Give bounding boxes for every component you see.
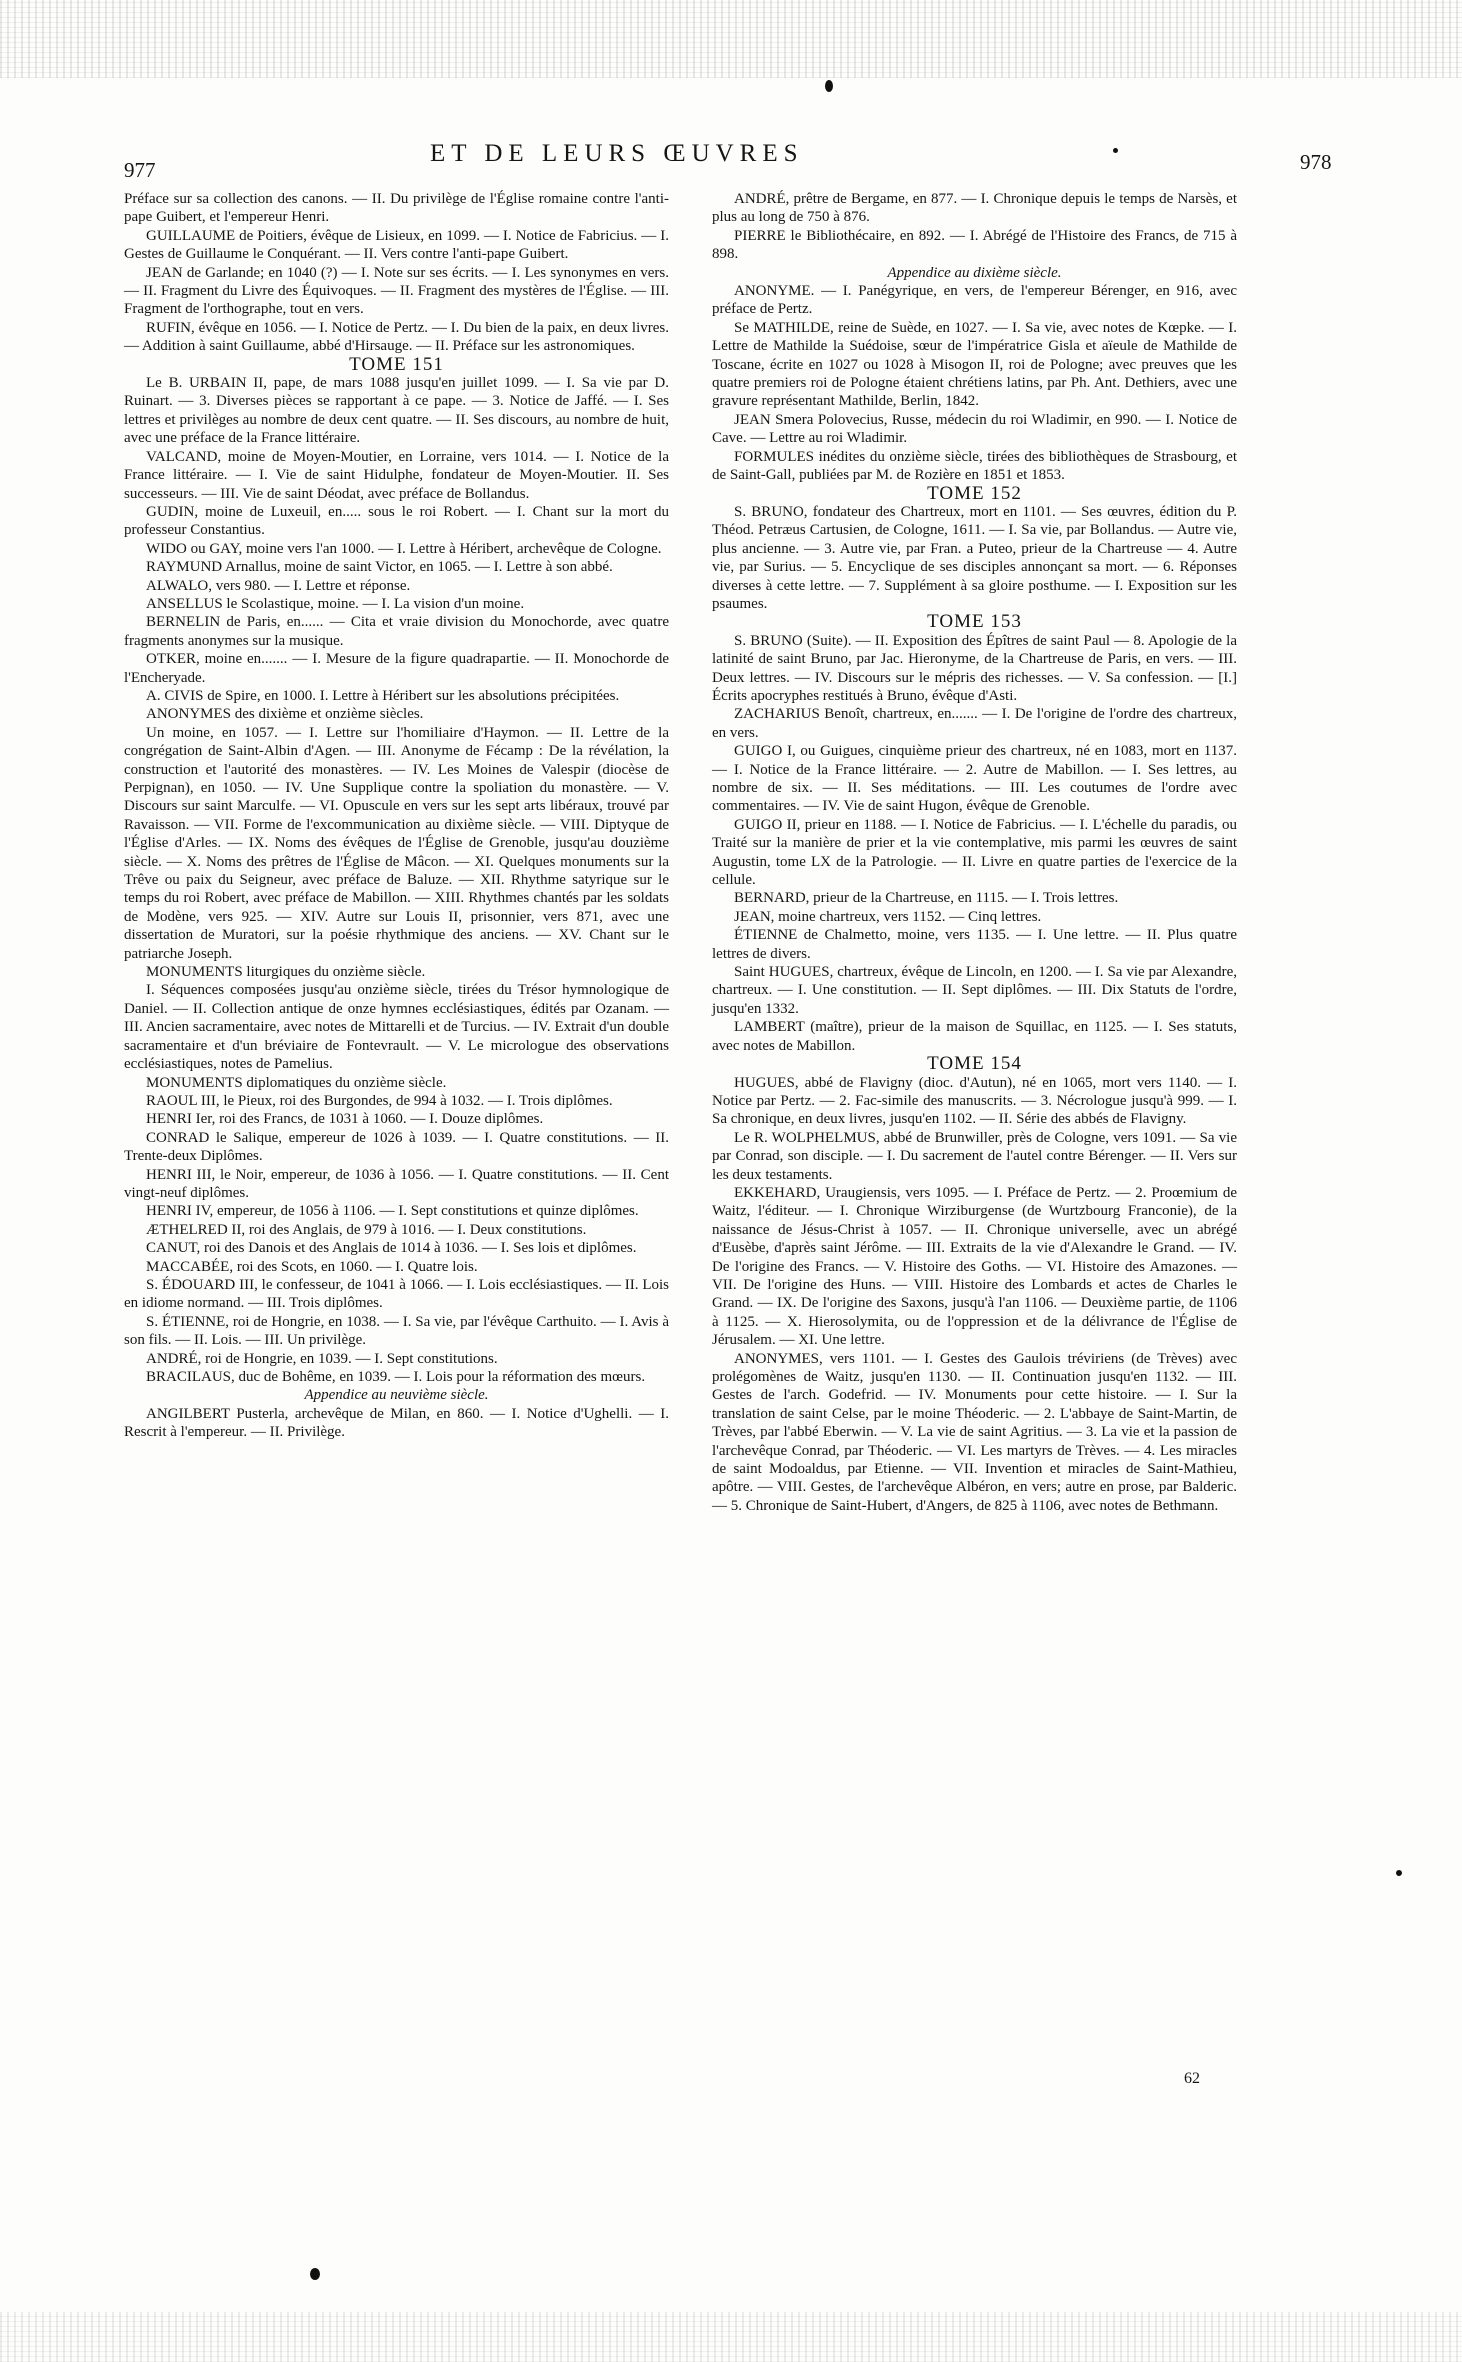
tome-heading: TOME 152 [927,482,1022,504]
tome-heading: TOME 151 [349,353,444,375]
entry-paragraph: JEAN Smera Polovecius, Russe, médecin du roi Wladimir, en 990. — I. Notice de Cave. — Lettre au roi Wladimir. [712,411,1237,447]
entry-paragraph: FORMULES inédites du onzième siècle, tirées des bibliothèques de Strasbourg, et de Saint-Gall, publiées par M. de Rozière en 1851 et 1853. [712,448,1237,484]
entry-paragraph: ÉTIENNE de Chalmetto, moine, vers 1135. — I. Une lettre. — II. Plus quatre lettres de divers. [712,927,1237,962]
entry-paragraph: Un moine, en 1057. — I. Lettre sur l'homiliaire d'Haymon. — II. Lettre de la congrégation de Saint-Albin d'Agen. — III. Anonyme de Fécamp : De la révélation, la construction et l'autorité des monastères. — IV. Les Moines de Valespir (diocèse de Perpignan), en 1050. — IV. Une Supplique contre la spoliation du monastère. — V. Discours sur saint Marculfe. — VI. Opuscule en vers sur les sept arts libéraux, trouvé par Ravaisson. — VII. Forme de l'excommunication au dixième siècle. — VIII. Diptyque de l'Église d'Arles. — IX. Noms des évêques de l'Église de Grenoble, jusqu'au douzième siècle. — X. Noms des prêtres de l'Église de Mâcon. — XI. Quelques monuments sur la Trêve ou paix du Seigneur, avec préface de Baluze. — XII. Rhythme satyrique sur le temps du roi Robert, avec préface de Mabillon. — XIII. Rhythmes chantés par les soldats de Modène, vers 925. — XIV. Autre sur Louis II, prisonnier, vers 871, avec une dissertation de Muratori, sur la poésie rhythmique des anciens. — XV. Chant sur le patriarche Joseph. [124,724,669,962]
entry-paragraph: BERNARD, prieur de la Chartreuse, en 1115. — I. Trois lettres. [734,890,1119,907]
entry-paragraph: MACCABÉE, roi des Scots, en 1060. — I. Quatre lois. [146,1258,478,1275]
entry-paragraph: HENRI III, le Noir, empereur, de 1036 à 1056. — I. Quatre constitutions. — II. Cent vingt-neuf diplômes. [124,1166,669,1201]
entry-paragraph: GUIGO I, ou Guigues, cinquième prieur des chartreux, né en 1083, mort en 1137. — I. Notice de la France littéraire. — 2. Autre de Mabillon. — I. Ses lettres, au nombre de six. — II. Ses méditations. — III. Les coutumes de l'ordre avec commentaires. — IV. Vie de saint Hugon, évêque de Grenoble. [712,743,1237,815]
entry-paragraph: A. CIVIS de Spire, en 1000. I. Lettre à Héribert sur les absolutions précipitées. [146,687,620,704]
right-column [712,190,1237,1515]
entry-paragraph: S. BRUNO, fondateur des Chartreux, mort en 1101. — Ses œuvres, édition du P. Théod. Petræus Cartusien, de Cologne, 1611. — I. Sa vie, par Bollandus. — Autre vie, plus ancienne. — 3. Autre vie, par Fran. a Puteo, prieur de la Chartreuse — 4. Autre vie, par Surius. — 5. Encyclique de ses disciples annonçant sa mort. — 6. Réponses diverses à cette lettre. — 7. Supplément à sa gloire posthume. — I. Exposition sur les psaumes. [712,503,1237,612]
running-title: ET DE LEURS ŒUVRES [430,140,804,167]
entry-paragraph: HUGUES, abbé de Flavigny (dioc. d'Autun), né en 1065, mort vers 1140. — I. Notice par Pertz. — 2. Fac-simile des manuscrits. — 3. Nécrologue jusqu'à 999. — I. Sa chronique, en deux livres, jusqu'en 1102. — II. Série des abbés de Flavigny. [712,1074,1237,1128]
entry-paragraph: Le R. WOLPHELMUS, abbé de Brunwiller, près de Cologne, vers 1091. — Sa vie par Conrad, son disciple. — I. Du sacrement de l'autel contre Bérenger. — II. Vers sur les deux testaments. [712,1129,1237,1183]
entry-paragraph: ANONYMES des dixième et onzième siècles. [146,706,424,723]
entry-paragraph: WIDO ou GAY, moine vers l'an 1000. — I. Lettre à Héribert, archevêque de Cologne. [146,540,662,557]
entry-paragraph: CANUT, roi des Danois et des Anglais de 1014 à 1036. — I. Ses lois et diplômes. [146,1240,637,1257]
ink-spot [825,80,833,92]
entry-paragraph: ALWALO, vers 980. — I. Lettre et réponse. [146,577,411,594]
appendix-subheading: Appendice au dixième siècle. [887,264,1062,281]
entry-paragraph: JEAN, moine chartreux, vers 1152. — Cinq lettres. [734,908,1042,925]
tome-heading: TOME 153 [927,611,1022,633]
entry-paragraph: ANDRÉ, roi de Hongrie, en 1039. — I. Sept constitutions. [146,1350,498,1367]
ink-spot [1113,148,1118,153]
page-header [0,140,1462,180]
page-number-right: 978 [1300,150,1332,174]
entry-paragraph: S. BRUNO (Suite). — II. Exposition des Épîtres de saint Paul — 8. Apologie de la latinité de saint Bruno, par Jac. Hieronyme, de la Chartreuse de Paris, en vers. — III. Deux lettres. — IV. Discours sur le mépris des richesses. — V. Sa confession. — [I.] Écrits apocryphes restitués à Bruno, évêque d'Asti. [712,632,1237,704]
entry-paragraph: RAYMUND Arnallus, moine de saint Victor, en 1065. — I. Lettre à son abbé. [146,559,613,576]
entry-paragraph: Saint HUGUES, chartreux, évêque de Lincoln, en 1200. — I. Sa vie par Alexandre, chartreux. — I. Une constitution. — II. Sept diplômes. — III. Dix Statuts de l'ordre, jusqu'en 1332. [712,964,1237,1017]
entry-paragraph: ANDRÉ, prêtre de Bergame, en 877. — I. Chronique depuis le temps de Narsès, et plus au long de 750 à 876. [712,191,1237,226]
entry-paragraph: MONUMENTS diplomatiques du onzième siècle. [146,1074,447,1091]
entry-paragraph: ANSELLUS le Scolastique, moine. — I. La vision d'un moine. [146,595,525,612]
entry-paragraph: GUDIN, moine de Luxeuil, en..... sous le roi Robert. — I. Chant sur la mort du professeur Constantius. [124,503,669,539]
entry-paragraph: OTKER, moine en....... — I. Mesure de la figure quadrapartie. — II. Monochorde de l'Encheryade. [124,651,669,686]
entry-paragraph: ZACHARIUS Benoît, chartreux, en....... — I. De l'origine de l'ordre des chartreux, en vers. [712,706,1237,741]
entry-paragraph: HENRI IV, empereur, de 1056 à 1106. — I. Sept constitutions et quinze diplômes. [146,1203,639,1220]
entry-paragraph: Se MATHILDE, reine de Suède, en 1027. — I. Sa vie, avec notes de Kœpke. — I. Lettre de Mathilde la Suédoise, sœur de l'impératrice Gisla et aïeule de Mathilde de Toscane, écrite en 1027 ou 1028 à Misogon II, roi de Pologne; avec preuves que les quatre premiers roi de Pologne étaient chrétiens latins, par Ph. Ant. Dethiers, avec une gravure représentant Mathilde, Berlin, 1842. [712,319,1237,410]
entry-paragraph: VALCAND, moine de Moyen-Moutier, en Lorraine, vers 1014. — I. Notice de la France littéraire. — I. Vie de saint Hidulphe, fondateur de Moyen-Moutier. II. Ses successeurs. — III. Vie de saint Déodat, avec préface de Bollandus. [124,448,669,502]
entry-paragraph: I. Séquences composées jusqu'au onzième siècle, tirées du Trésor hymnologique de Daniel. — II. Collection antique de onze hymnes ecclésiastiques, édités par Ozanam. — III. Ancien sacramentaire, avec notes de Mittarelli et de Turcius. — IV. Extrait d'un double sacramentaire et d'un bréviaire de Fontevrault. — V. Le micrologue des observations ecclésiastiques, notes de Pamelius. [124,982,669,1073]
entry-paragraph: BERNELIN de Paris, en...... — Cita et vraie division du Monochorde, avec quatre fragments anonymes sur la musique. [124,614,669,649]
entry-paragraph: Préface sur sa collection des canons. — II. Du privilège de l'Église romaine contre l'anti-pape Guibert, et l'empereur Henri. [124,191,669,226]
entry-paragraph: ANONYMES, vers 1101. — I. Gestes des Gaulois tréviriens (de Trèves) avec prolégomènes de Waitz, jusqu'en 1130. — II. Continuation jusqu'en 1132. — III. Gestes de l'arch. Godefrid. — IV. Monuments pour cette histoire. — I. Sur la translation de saint Celse, par le moine Théoderic. — 2. L'abbaye de Saint-Martin, de Trèves, par l'abbé Eberwin. — V. La vie de saint Agritius. — 3. La vie et la passion de l'archevêque Conrad, par Théoderic. — VI. Les martyrs de Trèves. — 4. Les miracles de saint Modoaldus, par Etienne. — VII. Invention et miracles de Saint-Mathieu, apôtre. — VIII. Gestes, de l'archevêque Albéron, en vers; autre en prose, par Balderic. — 5. Chronique de Saint-Hubert, d'Angers, de 825 à 1106, avec notes de Bethmann. [712,1350,1237,1514]
entry-paragraph: HENRI Ier, roi des Francs, de 1031 à 1060. — I. Douze diplômes. [146,1111,544,1128]
entry-paragraph: ANGILBERT Pusterla, archevêque de Milan, en 860. — I. Notice d'Ughelli. — I. Rescrit à l'empereur. — II. Privilège. [124,1405,669,1441]
entry-paragraph: S. ÉTIENNE, roi de Hongrie, en 1038. — I. Sa vie, par l'évêque Carthuito. — I. Avis à son fils. — II. Lois. — III. Un privilège. [124,1313,669,1349]
entry-paragraph: LAMBERT (maître), prieur de la maison de Squillac, en 1125. — I. Ses statuts, avec notes de Mabillon. [712,1019,1237,1054]
appendix-subheading: Appendice au neuvième siècle. [304,1387,489,1404]
scan-noise-bottom [0,2312,1462,2362]
entry-paragraph: RUFIN, évêque en 1056. — I. Notice de Pertz. — I. Du bien de la paix, en deux livres. — Addition à saint Guillaume, abbé d'Hirsauge. — II. Préface sur les astronomiques. [124,319,669,355]
entry-paragraph: ÆTHELRED II, roi des Anglais, de 979 à 1016. — I. Deux constitutions. [146,1221,587,1238]
left-column [124,190,669,1442]
entry-paragraph: BRACILAUS, duc de Bohême, en 1039. — I. Lois pour la réformation des mœurs. [146,1369,646,1385]
entry-paragraph: MONUMENTS liturgiques du onzième siècle. [146,964,426,981]
entry-paragraph: EKKEHARD, Uraugiensis, vers 1095. — I. Préface de Pertz. — 2. Proœmium de Waitz, l'éditeur. — I. Chronique Wirziburgense (de Wurtzbourg Franconie), de la naissance de Jésus-Christ à 1057. — II. Chronique universelle, avec un abrégé d'Eusèbe, d'après saint Jérôme. — III. Extraits de la vie d'Alexandre le Grand. — IV. De l'origine des Francs. — V. Histoire des Goths. — VI. Histoire des Amazones. — VII. De l'origine des Huns. — VIII. Histoire des Lombards et actes de Charles le Grand. — IX. De l'origine des Saxons, jusqu'à l'an 1106. — Deuxième partie, de 1106 à 1125. — X. Hierosolymita, ou de l'oppression et de la délivrance de l'Église de Jérusalem. — XI. Une lettre. [712,1184,1237,1349]
entry-paragraph: RAOUL III, le Pieux, roi des Burgondes, de 994 à 1032. — I. Trois diplômes. [146,1092,613,1109]
tome-heading: TOME 154 [927,1053,1022,1075]
ink-spot [1396,1870,1402,1876]
entry-paragraph: ANONYME. — I. Panégyrique, en vers, de l'empereur Bérenger, en 916, avec préface de Pertz. [712,283,1237,318]
ink-spot [310,2268,320,2280]
entry-paragraph: S. ÉDOUARD III, le confesseur, de 1041 à 1066. — I. Lois ecclésiastiques. — II. Lois en idiome normand. — III. Trois diplômes. [124,1276,669,1312]
entry-paragraph: JEAN de Garlande; en 1040 (?) — I. Note sur ses écrits. — I. Les synonymes en vers. — II. Fragment du Livre des Équivoques. — II. Fragment des mystères de l'Église. — III. Fragment de l'orthographe, tout en vers. [124,264,669,318]
entry-paragraph: PIERRE le Bibliothécaire, en 892. — I. Abrégé de l'Histoire des Francs, de 715 à 898. [712,227,1237,263]
entry-paragraph: GUILLAUME de Poitiers, évêque de Lisieux, en 1099. — I. Notice de Fabricius. — I. Gestes de Guillaume le Conquérant. — II. Vers contre l'anti-pape Guibert. [124,227,669,263]
entry-paragraph: Le B. URBAIN II, pape, de mars 1088 jusqu'en juillet 1099. — I. Sa vie par D. Ruinart. — 3. Diverses pièces se rapportant à ce pape. — 3. Notice de Jaffé. — I. Ses lettres et privilèges au nombre de deux cent quatre. — II. Ses discours, au nombre de huit, avec une préface de la France littéraire. [124,375,669,447]
entry-paragraph: GUIGO II, prieur en 1188. — I. Notice de Fabricius. — I. L'échelle du paradis, ou Traité sur la manière de prier et la vie contemplative, mis parmi les œuvres de saint Augustin, tome LX de la Patrologie. — II. Livre en quatre parties de l'exercice de la cellule. [712,816,1237,889]
page-number-left: 977 [124,158,156,182]
scan-noise-top [0,0,1462,78]
entry-paragraph: CONRAD le Salique, empereur de 1026 à 1039. — I. Quatre constitutions. — II. Trente-deux Diplômes. [124,1129,669,1165]
signature-mark: 62 [1184,2070,1200,2087]
